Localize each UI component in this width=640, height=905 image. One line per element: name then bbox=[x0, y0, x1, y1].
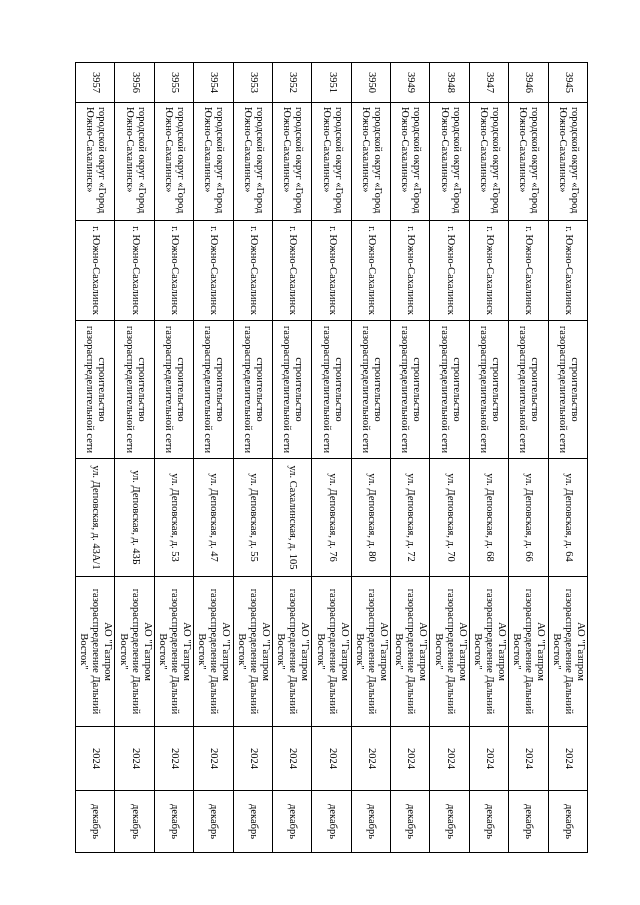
row-number: 3949 bbox=[391, 63, 430, 103]
month-cell: декабрь bbox=[469, 791, 508, 853]
work-type-cell: строительство газораспределительной сети bbox=[509, 321, 548, 459]
work-type-cell: строительство газораспределительной сети bbox=[312, 321, 351, 459]
year-cell: 2024 bbox=[76, 727, 116, 791]
table-row bbox=[391, 63, 430, 853]
district-cell: городской округ «Город Южно-Сахалинск» bbox=[351, 103, 390, 221]
organization-cell: АО "Газпром газораспределение Дальний Восток" bbox=[115, 577, 154, 727]
month-cell: декабрь bbox=[509, 791, 548, 853]
table-row bbox=[273, 63, 312, 853]
row-number: 3952 bbox=[273, 63, 312, 103]
address-cell: ул. Деповская, д. 66 bbox=[509, 459, 548, 577]
locality-cell: г. Южно-Сахалинск bbox=[469, 221, 508, 321]
rotated-table-container bbox=[75, 62, 588, 852]
organization-cell: АО "Газпром газораспределение Дальний Восток" bbox=[430, 577, 469, 727]
locality-cell: г. Южно-Сахалинск bbox=[115, 221, 154, 321]
organization-cell: АО "Газпром газораспределение Дальний Восток" bbox=[194, 577, 233, 727]
work-type-cell: строительство газораспределительной сети bbox=[430, 321, 469, 459]
work-type-cell: строительство газораспределительной сети bbox=[469, 321, 508, 459]
organization-cell: АО "Газпром газораспределение Дальний Восток" bbox=[509, 577, 548, 727]
year-cell: 2024 bbox=[391, 727, 430, 791]
work-type-cell: строительство газораспределительной сети bbox=[391, 321, 430, 459]
organization-cell: АО "Газпром газораспределение Дальний Восток" bbox=[273, 577, 312, 727]
work-type-cell: строительство газораспределительной сети bbox=[154, 321, 193, 459]
table-row bbox=[154, 63, 193, 853]
work-type-cell: строительство газораспределительной сети bbox=[351, 321, 390, 459]
year-cell: 2024 bbox=[233, 727, 272, 791]
table-row bbox=[312, 63, 351, 853]
address-cell: ул. Деповская, д. 64 bbox=[548, 459, 587, 577]
row-number: 3956 bbox=[115, 63, 154, 103]
address-cell: ул. Деповская, д. 55 bbox=[233, 459, 272, 577]
locality-cell: г. Южно-Сахалинск bbox=[509, 221, 548, 321]
district-cell: городской округ «Город Южно-Сахалинск» bbox=[391, 103, 430, 221]
locality-cell: г. Южно-Сахалинск bbox=[154, 221, 193, 321]
year-cell: 2024 bbox=[351, 727, 390, 791]
year-cell: 2024 bbox=[154, 727, 193, 791]
locality-cell: г. Южно-Сахалинск bbox=[430, 221, 469, 321]
organization-cell: АО "Газпром газораспределение Дальний Восток" bbox=[154, 577, 193, 727]
district-cell: городской округ «Город Южно-Сахалинск» bbox=[154, 103, 193, 221]
organization-cell: АО "Газпром газораспределение Дальний Восток" bbox=[351, 577, 390, 727]
district-cell: городской округ «Город Южно-Сахалинск» bbox=[312, 103, 351, 221]
row-number: 3957 bbox=[76, 63, 116, 103]
table-body bbox=[76, 63, 588, 853]
address-cell: ул. Деповская, д. 47 bbox=[194, 459, 233, 577]
locality-cell: г. Южно-Сахалинск bbox=[76, 221, 116, 321]
row-number: 3945 bbox=[548, 63, 587, 103]
table-row bbox=[233, 63, 272, 853]
locality-cell: г. Южно-Сахалинск bbox=[233, 221, 272, 321]
address-cell: ул. Деповская, д. 43А/1 bbox=[76, 459, 116, 577]
address-cell: ул. Деповская, д. 70 bbox=[430, 459, 469, 577]
month-cell: декабрь bbox=[351, 791, 390, 853]
address-cell: ул. Сахалинская, д. 105 bbox=[273, 459, 312, 577]
row-number: 3946 bbox=[509, 63, 548, 103]
address-cell: ул. Деповская, д. 76 bbox=[312, 459, 351, 577]
year-cell: 2024 bbox=[115, 727, 154, 791]
table-row bbox=[115, 63, 154, 853]
district-cell: городской округ «Город Южно-Сахалинск» bbox=[273, 103, 312, 221]
address-cell: ул. Деповская, д. 80 bbox=[351, 459, 390, 577]
work-type-cell: строительство газораспределительной сети bbox=[273, 321, 312, 459]
organization-cell: АО "Газпром газораспределение Дальний Восток" bbox=[76, 577, 116, 727]
district-cell: городской округ «Город Южно-Сахалинск» bbox=[430, 103, 469, 221]
address-cell: ул. Деповская, д. 43Б bbox=[115, 459, 154, 577]
table-row bbox=[76, 63, 116, 853]
work-type-cell: строительство газораспределительной сети bbox=[194, 321, 233, 459]
year-cell: 2024 bbox=[548, 727, 587, 791]
work-type-cell: строительство газораспределительной сети bbox=[548, 321, 587, 459]
table-row bbox=[548, 63, 587, 853]
year-cell: 2024 bbox=[312, 727, 351, 791]
organization-cell: АО "Газпром газораспределение Дальний Восток" bbox=[469, 577, 508, 727]
table-row bbox=[509, 63, 548, 853]
month-cell: декабрь bbox=[312, 791, 351, 853]
month-cell: декабрь bbox=[430, 791, 469, 853]
district-cell: городской округ «Город Южно-Сахалинск» bbox=[194, 103, 233, 221]
locality-cell: г. Южно-Сахалинск bbox=[391, 221, 430, 321]
locality-cell: г. Южно-Сахалинск bbox=[548, 221, 587, 321]
table-row bbox=[194, 63, 233, 853]
district-cell: городской округ «Город Южно-Сахалинск» bbox=[509, 103, 548, 221]
address-cell: ул. Деповская, д. 53 bbox=[154, 459, 193, 577]
work-type-cell: строительство газораспределительной сети bbox=[115, 321, 154, 459]
work-type-cell: строительство газораспределительной сети bbox=[233, 321, 272, 459]
organization-cell: АО "Газпром газораспределение Дальний Восток" bbox=[391, 577, 430, 727]
organization-cell: АО "Газпром газораспределение Дальний Восток" bbox=[233, 577, 272, 727]
district-cell: городской округ «Город Южно-Сахалинск» bbox=[548, 103, 587, 221]
district-cell: городской округ «Город Южно-Сахалинск» bbox=[233, 103, 272, 221]
locality-cell: г. Южно-Сахалинск bbox=[312, 221, 351, 321]
month-cell: декабрь bbox=[76, 791, 116, 853]
table-row bbox=[351, 63, 390, 853]
month-cell: декабрь bbox=[115, 791, 154, 853]
month-cell: декабрь bbox=[154, 791, 193, 853]
row-number: 3947 bbox=[469, 63, 508, 103]
address-cell: ул. Деповская, д. 68 bbox=[469, 459, 508, 577]
work-type-cell: строительство газораспределительной сети bbox=[76, 321, 116, 459]
row-number: 3951 bbox=[312, 63, 351, 103]
year-cell: 2024 bbox=[194, 727, 233, 791]
month-cell: декабрь bbox=[548, 791, 587, 853]
month-cell: декабрь bbox=[391, 791, 430, 853]
month-cell: декабрь bbox=[194, 791, 233, 853]
organization-cell: АО "Газпром газораспределение Дальний Восток" bbox=[548, 577, 587, 727]
row-number: 3950 bbox=[351, 63, 390, 103]
gasification-schedule-table bbox=[75, 62, 588, 853]
year-cell: 2024 bbox=[273, 727, 312, 791]
row-number: 3954 bbox=[194, 63, 233, 103]
month-cell: декабрь bbox=[233, 791, 272, 853]
organization-cell: АО "Газпром газораспределение Дальний Восток" bbox=[312, 577, 351, 727]
row-number: 3955 bbox=[154, 63, 193, 103]
year-cell: 2024 bbox=[430, 727, 469, 791]
locality-cell: г. Южно-Сахалинск bbox=[351, 221, 390, 321]
table-row bbox=[469, 63, 508, 853]
district-cell: городской округ «Город Южно-Сахалинск» bbox=[469, 103, 508, 221]
district-cell: городской округ «Город Южно-Сахалинск» bbox=[115, 103, 154, 221]
month-cell: декабрь bbox=[273, 791, 312, 853]
district-cell: городской округ «Город Южно-Сахалинск» bbox=[76, 103, 116, 221]
row-number: 3948 bbox=[430, 63, 469, 103]
locality-cell: г. Южно-Сахалинск bbox=[273, 221, 312, 321]
year-cell: 2024 bbox=[469, 727, 508, 791]
row-number: 3953 bbox=[233, 63, 272, 103]
address-cell: ул. Деповская, д. 72 bbox=[391, 459, 430, 577]
locality-cell: г. Южно-Сахалинск bbox=[194, 221, 233, 321]
year-cell: 2024 bbox=[509, 727, 548, 791]
table-row bbox=[430, 63, 469, 853]
